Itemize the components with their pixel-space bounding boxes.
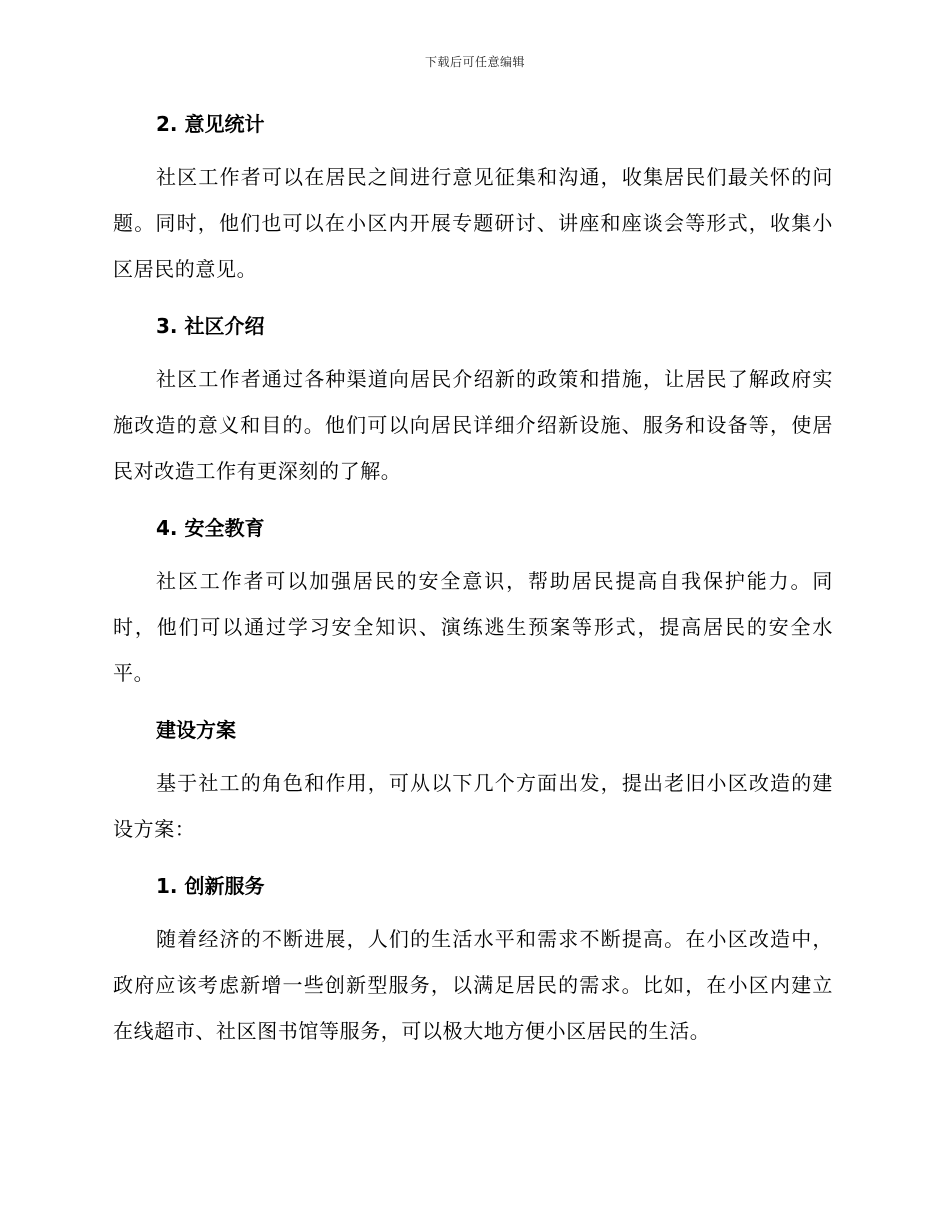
section-heading-community-intro: 3. 社区介绍	[156, 314, 265, 338]
section-heading-safety-education: 4. 安全教育	[156, 516, 265, 540]
section-paragraph-opinion-statistics: 社区工作者可以在居民之间进行意见征集和沟通，收集居民们最关怀的问题。同时，他们也可以在小区内开展专题研讨、讲座和座谈会等形式，收集小区居民的意见。	[113, 165, 833, 281]
section-paragraph-construction-plan: 基于社工的角色和作用，可从以下几个方面出发，提出老旧小区改造的建设方案：	[113, 771, 833, 841]
section-paragraph-safety-education: 社区工作者可以加强居民的安全意识，帮助居民提高自我保护能力。同时，他们可以通过学习安全知识、演练逃生预案等形式，提高居民的安全水平。	[113, 569, 833, 685]
section-heading-innovative-services: 1. 创新服务	[156, 874, 265, 898]
section-paragraph-community-intro: 社区工作者通过各种渠道向居民介绍新的政策和措施，让居民了解政府实施改造的意义和目的。他们可以向居民详细介绍新设施、服务和设备等，使居民对改造工作有更深刻的了解。	[113, 367, 833, 483]
section-heading-opinion-statistics: 2. 意见统计	[156, 112, 265, 136]
document-body	[113, 110, 833, 1054]
section-heading-construction-plan: 建设方案	[156, 718, 236, 742]
section-paragraph-innovative-services: 随着经济的不断进展，人们的生活水平和需求不断提高。在小区改造中，政府应该考虑新增一些创新型服务，以满足居民的需求。比如，在小区内建立在线超市、社区图书馆等服务，可以极大地方便小区居民的生活。	[113, 927, 833, 1043]
page-header: 下载后可任意编辑	[424, 55, 525, 69]
